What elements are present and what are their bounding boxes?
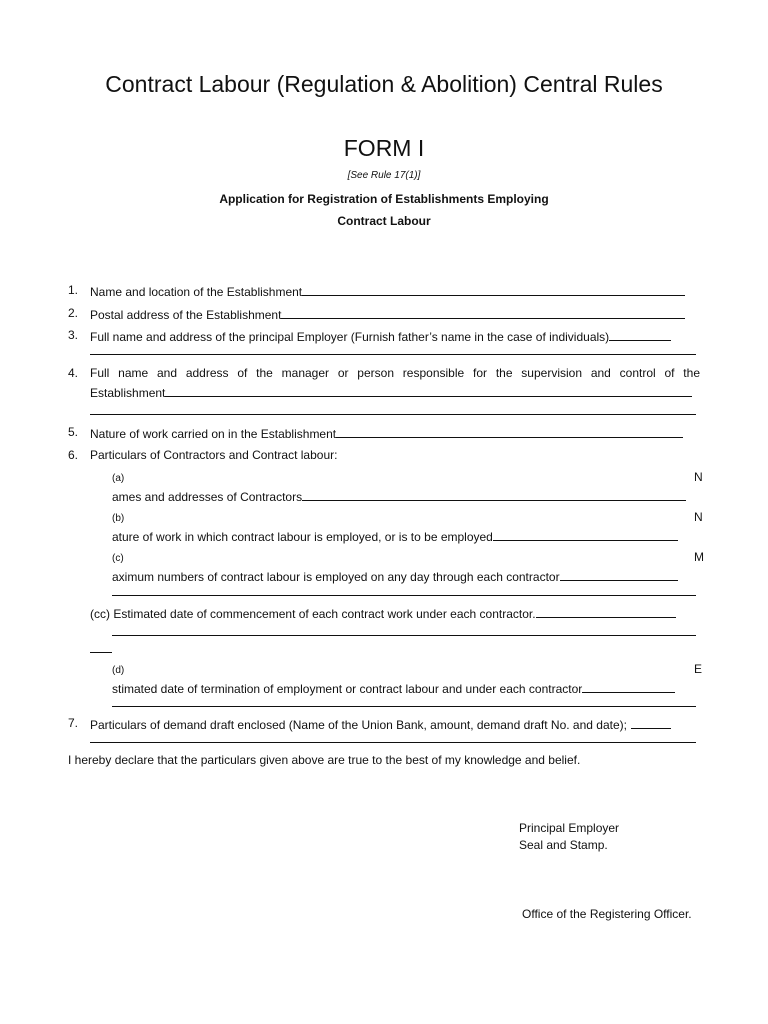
item-3-label: Full name and address of the principal Employer (Furnish father’s name in the case of individuals) xyxy=(90,328,671,344)
registering-office-label: Office of the Registering Officer. xyxy=(522,907,692,921)
item-6b-label: ature of work in which contract labour is employed, or is to be employed xyxy=(112,528,678,544)
item-6-number: 6. xyxy=(68,448,79,462)
page-title: Contract Labour (Regulation & Abolition) Central Rules xyxy=(105,71,663,97)
item-5-fill-line[interactable] xyxy=(336,425,683,438)
form-subtitle-line-1: Application for Registration of Establishments Employing xyxy=(219,192,549,206)
principal-employer-label: Principal Employer xyxy=(519,821,620,835)
item-4-fill-line[interactable] xyxy=(165,384,692,397)
item-6a-initial: N xyxy=(694,470,703,484)
item-4-label: Full name and address of the manager or person responsible for the supervision and control of the xyxy=(90,366,700,380)
item-6b-initial: N xyxy=(694,510,703,524)
item-4-fill-line-2[interactable] xyxy=(90,414,696,415)
form-subtitle-line-2: Contract Labour xyxy=(337,214,431,228)
item-6a-label: ames and addresses of Contractors xyxy=(112,488,686,504)
item-7-fill-line-2[interactable] xyxy=(90,742,696,743)
item-2-number: 2. xyxy=(68,306,79,320)
item-7-label: Particulars of demand draft enclosed (Name of the Union Bank, amount, demand draft No. and date); xyxy=(90,716,671,732)
declaration-text: I hereby declare that the particulars given above are true to the best of my knowledge and belief. xyxy=(68,753,581,767)
item-6d-fill-line[interactable] xyxy=(582,680,675,693)
item-4-number: 4. xyxy=(68,366,79,380)
item-6cc-fill-line-3[interactable] xyxy=(90,652,112,653)
item-6cc-label: (cc) Estimated date of commencement of each contract work under each contractor. xyxy=(90,605,676,621)
seal-and-stamp-label: Seal and Stamp. xyxy=(519,838,608,852)
item-6d-initial: E xyxy=(694,662,703,676)
item-3-fill-line-2[interactable] xyxy=(90,354,696,355)
item-6d-label: stimated date of termination of employment or contract labour and under each contractor xyxy=(112,680,675,696)
item-6-label: Particulars of Contractors and Contract labour: xyxy=(90,448,338,462)
item-1-number: 1. xyxy=(68,283,79,297)
item-6c-initial: M xyxy=(694,550,704,564)
item-6c-fill-line[interactable] xyxy=(560,568,678,581)
item-3-fill-line[interactable] xyxy=(609,328,671,341)
rule-reference: [See Rule 17(1)] xyxy=(347,170,421,181)
item-5-number: 5. xyxy=(68,425,79,439)
item-6cc-fill-line-2[interactable] xyxy=(112,635,696,636)
item-6d-marker: (d) xyxy=(112,665,125,676)
item-6c-label: aximum numbers of contract labour is employed on any day through each contractor xyxy=(112,568,678,584)
item-5-label: Nature of work carried on in the Establishment xyxy=(90,425,683,441)
item-7-number: 7. xyxy=(68,716,79,730)
item-6cc-fill-line[interactable] xyxy=(536,605,676,618)
item-6a-fill-line[interactable] xyxy=(302,488,686,501)
item-4-label-cont: Establishment xyxy=(90,384,692,400)
item-7-fill-line[interactable] xyxy=(631,716,671,729)
item-6d-fill-line-2[interactable] xyxy=(112,706,696,707)
item-1-fill-line[interactable] xyxy=(302,283,685,296)
item-3-number: 3. xyxy=(68,328,79,342)
item-2-fill-line[interactable] xyxy=(281,306,685,319)
item-6b-marker: (b) xyxy=(112,513,125,524)
item-6c-marker: (c) xyxy=(112,553,124,564)
item-6c-fill-line-2[interactable] xyxy=(112,595,696,596)
item-6a-marker: (a) xyxy=(112,473,125,484)
form-name: FORM I xyxy=(343,135,425,161)
item-6b-fill-line[interactable] xyxy=(493,528,678,541)
item-1-label: Name and location of the Establishment xyxy=(90,283,685,299)
item-2-label: Postal address of the Establishment xyxy=(90,306,685,322)
